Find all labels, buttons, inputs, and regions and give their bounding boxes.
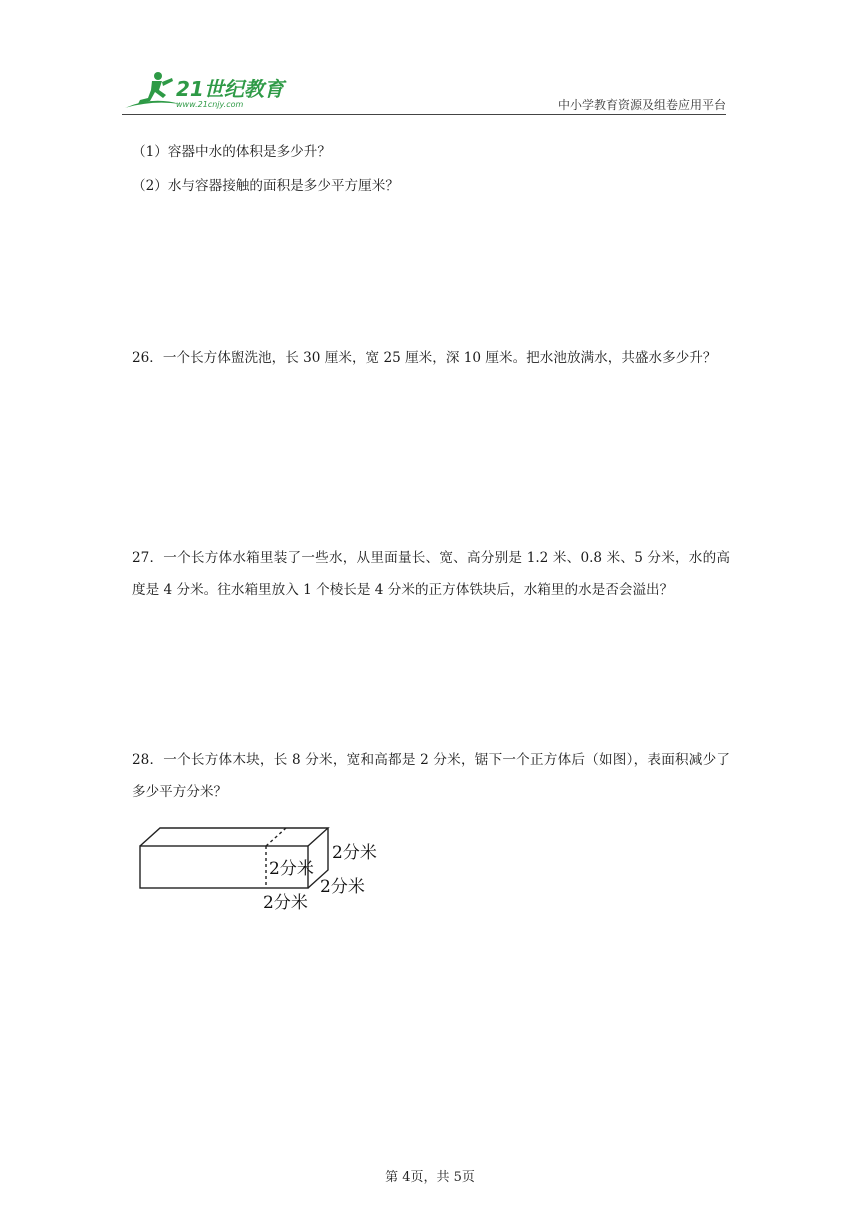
cuboid-top-face <box>140 828 328 846</box>
label-height: 2分米 <box>332 843 377 863</box>
cuboid-figure <box>132 822 402 918</box>
header-rule <box>122 114 726 115</box>
logo <box>122 68 292 110</box>
question-27: 27．一个长方体水箱里装了一些水，从里面量长、宽、高分别是 1.2 米、0.8 米、5 分米，水的高度是 4 分米。往水箱里放入 1 个棱长是 4 分米的正方体铁块后，水箱里的水是否会溢出？ <box>132 550 730 598</box>
question-28: 28．一个长方体木块，长 8 分米，宽和高都是 2 分米，锯下一个正方体后（如图），表面积减少了多少平方分米？ <box>132 752 730 800</box>
site-name: 中小学教育资源及组卷应用平台 <box>557 98 726 112</box>
label-cube-front: 2分米 <box>269 859 314 879</box>
page-footer: 第 4页，共 5页 <box>385 1170 475 1185</box>
label-bottom: 2分米 <box>263 893 308 913</box>
label-depth: 2分米 <box>320 877 365 897</box>
runner-icon <box>125 72 180 108</box>
logo-text: 21世纪教育 <box>176 77 284 101</box>
subquestion-1: （1）容器中水的体积是多少升？ <box>132 144 331 160</box>
subquestion-2: （2）水与容器接触的面积是多少平方厘米？ <box>132 178 399 194</box>
question-26: 26．一个长方体盥洗池，长 30 厘米，宽 25 厘米，深 10 厘米。把水池放满水，共盛水多少升？ <box>132 350 717 366</box>
page-header <box>122 66 726 116</box>
cut-line-top <box>266 828 286 846</box>
logo-url: www.21cnjy.com <box>176 100 244 109</box>
